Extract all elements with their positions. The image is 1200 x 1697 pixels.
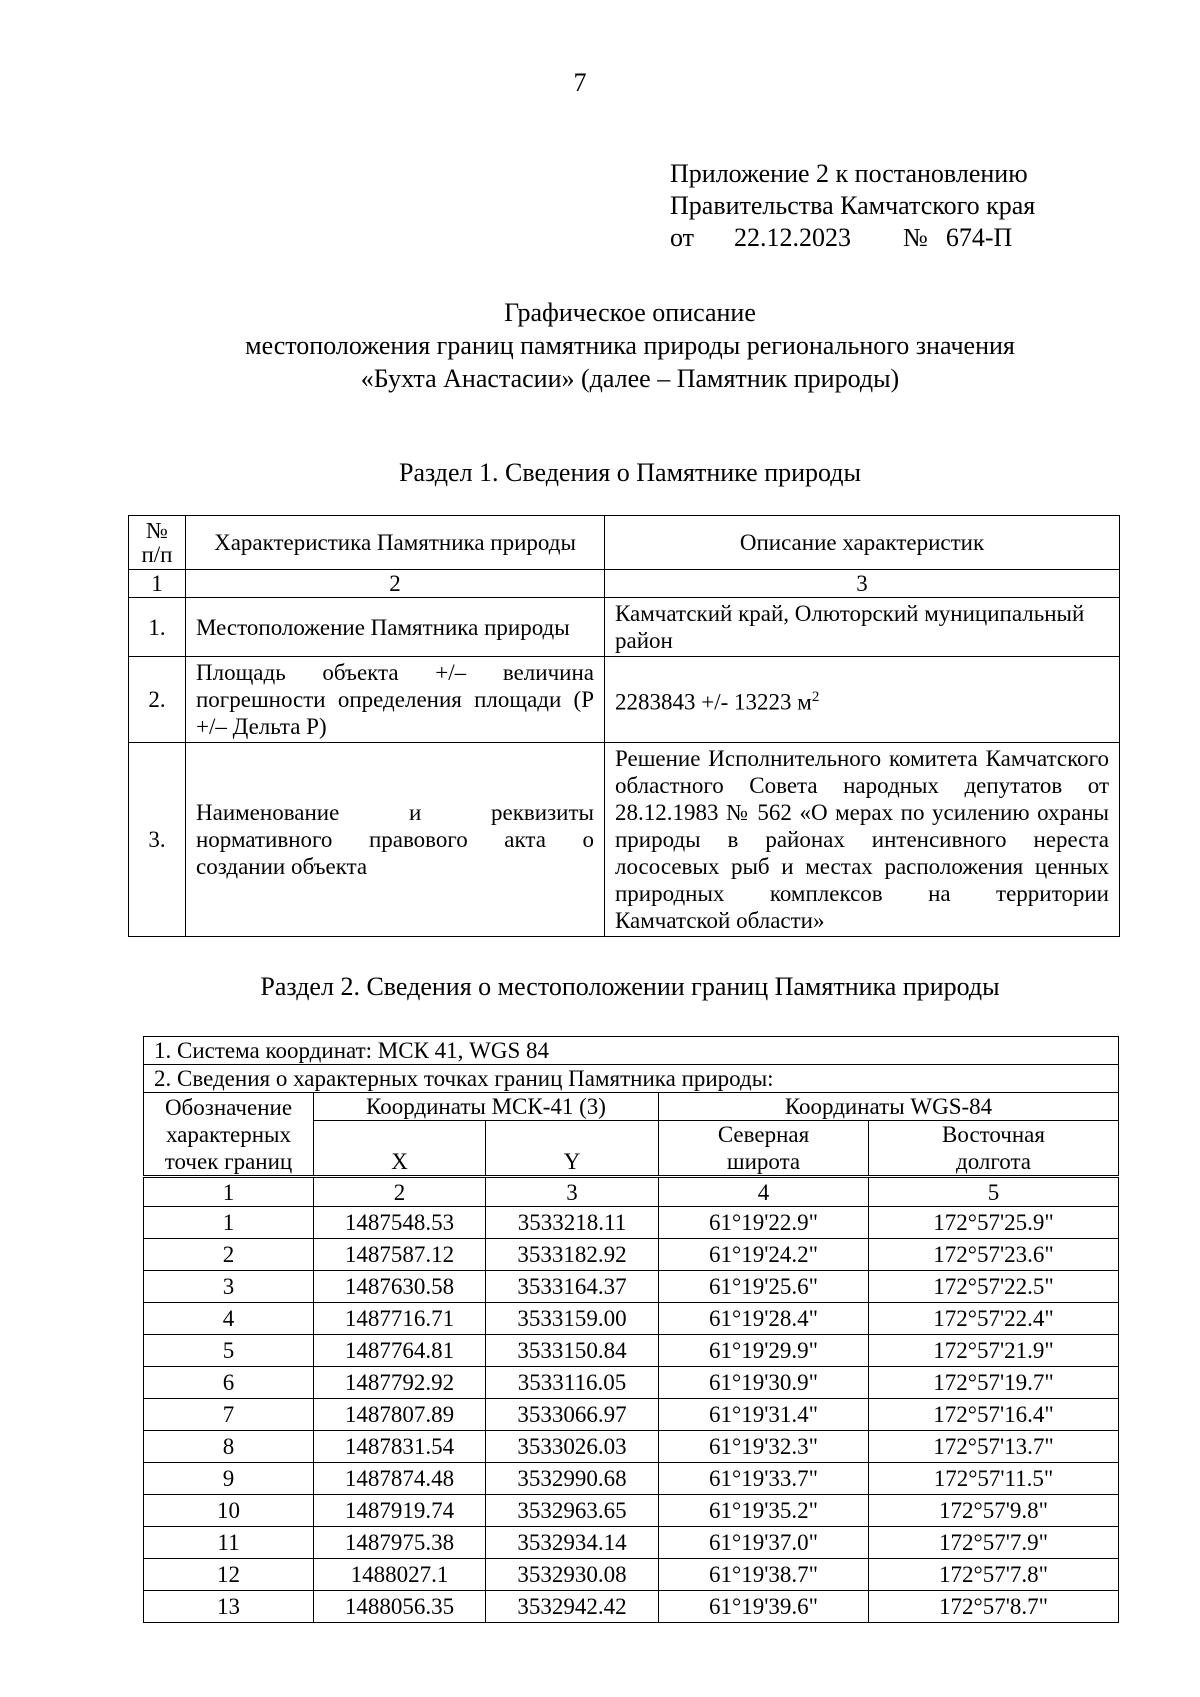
wgs-latitude: 61°19'29.9" — [659, 1335, 869, 1367]
table-row — [144, 1559, 1119, 1591]
col-number: 1 — [144, 1177, 314, 1207]
table-row — [144, 1495, 1119, 1527]
msk-y: 3533218.11 — [486, 1207, 659, 1239]
point-id: 4 — [144, 1303, 314, 1335]
col-number: 3 — [486, 1177, 659, 1207]
area-value: 2283843 +/- 13223 м — [615, 689, 812, 715]
msk-y: 3533116.05 — [486, 1367, 659, 1399]
header-designation-line-1: Обозначение — [164, 1094, 293, 1120]
wgs-longitude: 172°57'7.9" — [869, 1527, 1119, 1559]
section-1-heading: Раздел 1. Сведения о Памятнике природы — [399, 458, 861, 487]
header-wgs: Координаты WGS-84 — [659, 1093, 1119, 1121]
col-number: 2 — [314, 1177, 486, 1207]
msk-x: 1487874.48 — [314, 1463, 486, 1495]
table-row — [144, 1271, 1119, 1303]
row-description: Решение Исполнительного комитета Камчатского областного Совета народных депутатов от 28.12.1983 № 562 «О мерах по усилению охраны природы в районах интенсивного нереста лососевых рыб и местах расположения ценных природных комплексов на территории Камчатской области» — [605, 743, 1120, 937]
point-id: 8 — [144, 1431, 314, 1463]
msk-x: 1487716.71 — [314, 1303, 486, 1335]
table-row — [144, 1463, 1119, 1495]
point-id: 1 — [144, 1207, 314, 1239]
col-number: 1 — [129, 570, 186, 598]
msk-x: 1487764.81 — [314, 1335, 486, 1367]
wgs-latitude: 61°19'39.6" — [659, 1591, 869, 1623]
document-title — [0, 296, 1200, 395]
appendix-line-2: Правительства Камчатского края — [670, 191, 1036, 220]
table-row — [144, 1303, 1119, 1335]
header-designation — [144, 1093, 314, 1177]
wgs-longitude: 172°57'7.8" — [869, 1559, 1119, 1591]
wgs-longitude: 172°57'25.9" — [869, 1207, 1119, 1239]
point-id: 10 — [144, 1495, 314, 1527]
point-id: 6 — [144, 1367, 314, 1399]
table-row — [144, 1335, 1119, 1367]
title-line-2: местоположения границ памятника природы регионального значения — [245, 331, 1015, 360]
msk-x: 1487548.53 — [314, 1207, 486, 1239]
wgs-longitude: 172°57'11.5" — [869, 1463, 1119, 1495]
wgs-longitude: 172°57'9.8" — [869, 1495, 1119, 1527]
coord-system: 1. Система координат: МСК 41, WGS 84 — [144, 1037, 1119, 1065]
title-line-3: «Бухта Анастасии» (далее – Памятник природы) — [360, 364, 900, 393]
header-designation-line-3: точек границ — [164, 1148, 293, 1174]
header-x: X — [314, 1121, 486, 1177]
msk-y: 3532942.42 — [486, 1591, 659, 1623]
row-description: Камчатский край, Олюторский муниципальный район — [605, 598, 1120, 657]
row-number: 1. — [129, 598, 186, 657]
wgs-latitude: 61°19'22.9" — [659, 1207, 869, 1239]
msk-x: 1487792.92 — [314, 1367, 486, 1399]
number-sign: № — [903, 223, 928, 252]
wgs-latitude: 61°19'28.4" — [659, 1303, 869, 1335]
table-row — [144, 1591, 1119, 1623]
header-y: Y — [486, 1121, 659, 1177]
appendix-line-1: Приложение 2 к постановлению — [670, 159, 1028, 188]
msk-y: 3533182.92 — [486, 1239, 659, 1271]
wgs-longitude: 172°57'21.9" — [869, 1335, 1119, 1367]
header-north-line-2: широта — [726, 1149, 801, 1174]
msk-y: 3533150.84 — [486, 1335, 659, 1367]
wgs-longitude: 172°57'19.7" — [869, 1367, 1119, 1399]
table-row — [129, 657, 1120, 743]
header-num-line-1: № — [146, 517, 168, 543]
table-row — [144, 1431, 1119, 1463]
col-number: 5 — [869, 1177, 1119, 1207]
header-east-line-2: долгота — [956, 1149, 1031, 1174]
wgs-longitude: 172°57'22.5" — [869, 1271, 1119, 1303]
header-num — [129, 516, 186, 570]
row-characteristic: Местоположение Памятника природы — [186, 598, 605, 657]
row-description — [605, 657, 1120, 743]
appendix-line-3 — [670, 222, 1035, 254]
row-characteristic: Наименование и реквизиты нормативного правового акта о создании объекта — [186, 743, 605, 937]
wgs-longitude: 172°57'13.7" — [869, 1431, 1119, 1463]
point-id: 12 — [144, 1559, 314, 1591]
table-row — [144, 1527, 1119, 1559]
row-number: 3. — [129, 743, 186, 937]
wgs-longitude: 172°57'22.4" — [869, 1303, 1119, 1335]
point-id: 9 — [144, 1463, 314, 1495]
msk-y: 3533026.03 — [486, 1431, 659, 1463]
msk-y: 3532934.14 — [486, 1527, 659, 1559]
column-number-row — [129, 570, 1120, 598]
col-number: 2 — [186, 570, 605, 598]
table-row — [144, 1239, 1119, 1271]
wgs-latitude: 61°19'24.2" — [659, 1239, 869, 1271]
table-header-row — [144, 1093, 1119, 1121]
header-description: Описание характеристик — [605, 516, 1120, 570]
row-characteristic: Площадь объекта +/– величина погрешности определения площади (Р +/– Дельта Р) — [186, 657, 605, 743]
decree-number: 674-П — [945, 223, 1013, 252]
header-east-line-1: Восточная — [942, 1122, 1045, 1147]
msk-x: 1487807.89 — [314, 1399, 486, 1431]
header-num-line-2: п/п — [141, 541, 173, 567]
wgs-latitude: 61°19'37.0" — [659, 1527, 869, 1559]
wgs-latitude: 61°19'30.9" — [659, 1367, 869, 1399]
coord-system-row — [144, 1037, 1119, 1065]
row-number: 2. — [129, 657, 186, 743]
from-label: от — [670, 223, 695, 252]
points-label-row — [144, 1065, 1119, 1093]
point-id: 3 — [144, 1271, 314, 1303]
section-1-table — [128, 515, 1120, 937]
msk-x: 1487831.54 — [314, 1431, 486, 1463]
table-row — [129, 598, 1120, 657]
column-number-row — [144, 1177, 1119, 1207]
points-label: 2. Сведения о характерных точках границ Памятника природы: — [144, 1065, 1119, 1093]
col-number: 4 — [659, 1177, 869, 1207]
table-row — [144, 1399, 1119, 1431]
msk-y: 3533164.37 — [486, 1271, 659, 1303]
points-body — [144, 1207, 1119, 1623]
wgs-latitude: 61°19'32.3" — [659, 1431, 869, 1463]
title-line-1: Графическое описание — [504, 298, 756, 327]
header-characteristic: Характеристика Памятника природы — [186, 516, 605, 570]
wgs-longitude: 172°57'23.6" — [869, 1239, 1119, 1271]
msk-x: 1487630.58 — [314, 1271, 486, 1303]
section-2-heading: Раздел 2. Сведения о местоположении границ Памятника природы — [260, 972, 1000, 1001]
col-number: 3 — [605, 570, 1120, 598]
msk-y: 3532990.68 — [486, 1463, 659, 1495]
msk-y: 3532963.65 — [486, 1495, 659, 1527]
wgs-latitude: 61°19'25.6" — [659, 1271, 869, 1303]
msk-y: 3533159.00 — [486, 1303, 659, 1335]
table-row — [129, 743, 1120, 937]
point-id: 2 — [144, 1239, 314, 1271]
header-north — [659, 1121, 869, 1177]
area-unit-exponent: 2 — [811, 688, 820, 705]
point-id: 13 — [144, 1591, 314, 1623]
table-row — [144, 1367, 1119, 1399]
point-id: 5 — [144, 1335, 314, 1367]
msk-x: 1487919.74 — [314, 1495, 486, 1527]
wgs-latitude: 61°19'33.7" — [659, 1463, 869, 1495]
appendix-block — [670, 158, 1035, 254]
wgs-latitude: 61°19'38.7" — [659, 1559, 869, 1591]
header-north-line-1: Северная — [717, 1122, 810, 1147]
msk-y: 3532930.08 — [486, 1559, 659, 1591]
msk-x: 1487975.38 — [314, 1527, 486, 1559]
page-number: 7 — [573, 68, 587, 97]
wgs-latitude: 61°19'31.4" — [659, 1399, 869, 1431]
header-designation-line-2: характерных — [165, 1121, 291, 1147]
table-header-row — [129, 516, 1120, 570]
point-id: 7 — [144, 1399, 314, 1431]
msk-x: 1488056.35 — [314, 1591, 486, 1623]
msk-y: 3533066.97 — [486, 1399, 659, 1431]
wgs-longitude: 172°57'16.4" — [869, 1399, 1119, 1431]
section-2-table — [143, 1036, 1119, 1623]
msk-x: 1488027.1 — [314, 1559, 486, 1591]
point-id: 11 — [144, 1527, 314, 1559]
header-east — [869, 1121, 1119, 1177]
table-row — [144, 1207, 1119, 1239]
header-msk: Координаты МСК-41 (3) — [314, 1093, 659, 1121]
msk-x: 1487587.12 — [314, 1239, 486, 1271]
decree-date: 22.12.2023 — [734, 223, 852, 252]
wgs-longitude: 172°57'8.7" — [869, 1591, 1119, 1623]
wgs-latitude: 61°19'35.2" — [659, 1495, 869, 1527]
